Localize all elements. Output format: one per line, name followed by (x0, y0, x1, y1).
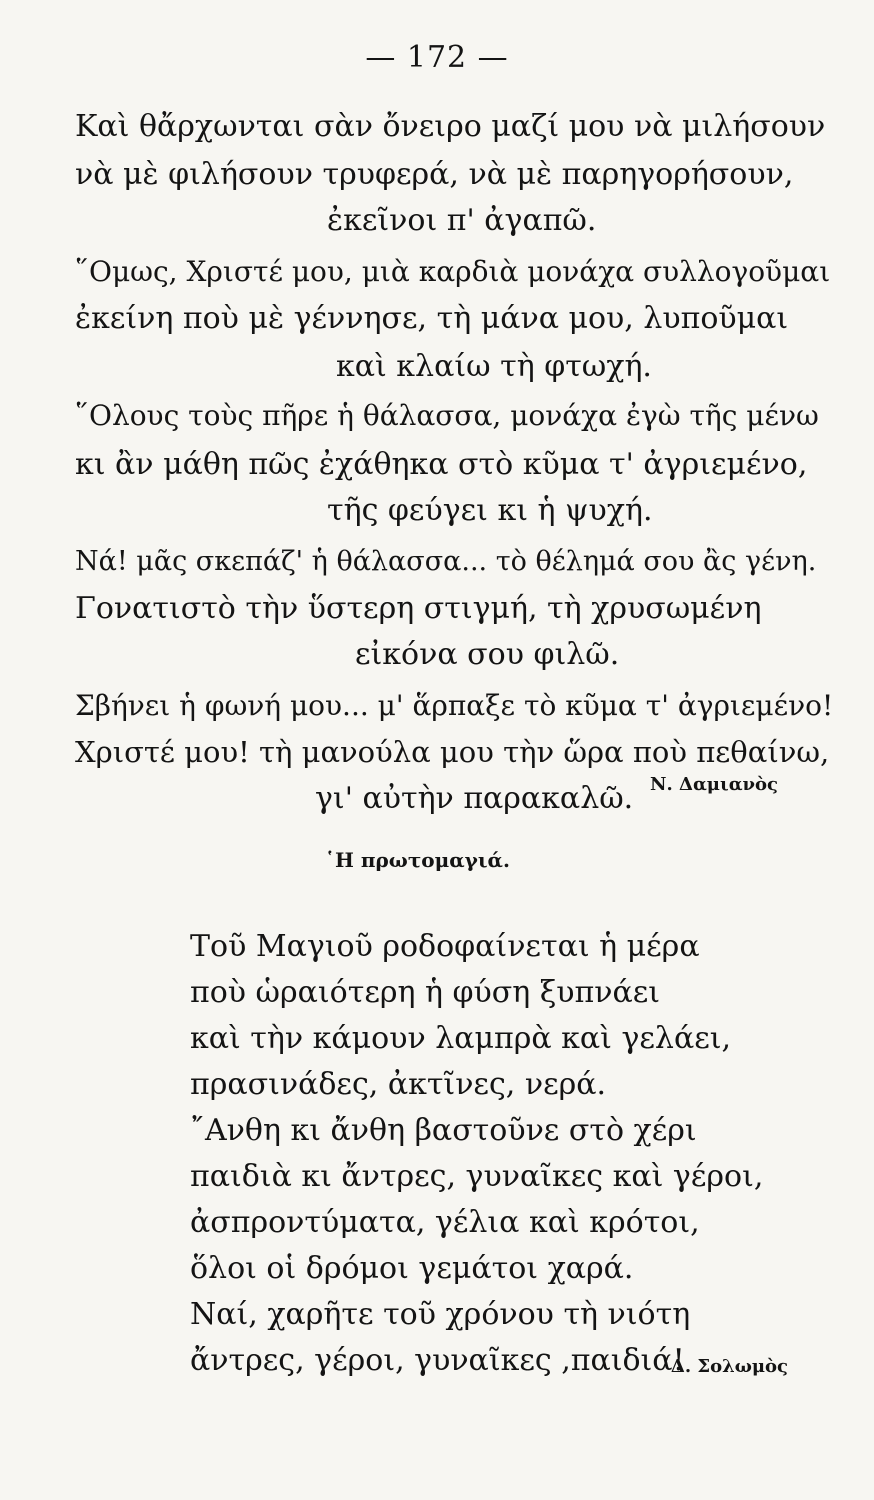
poem2-line: Ναί, χαρῆτε τοῦ χρόνου τὴ νιότη (190, 1297, 691, 1332)
poem1-line: Χριστέ μου! τὴ μανούλα μου τὴν ὥρα ποὺ πεθαίνω, (75, 735, 830, 769)
poem1-line: Νά! μᾶς σκεπάζ' ἡ θάλασσα... τὸ θέλημά σου ἂς γένη. (75, 546, 817, 577)
poem2-line: ὅλοι οἱ δρόμοι γεμάτοι χαρά. (190, 1251, 634, 1286)
poem2-line: καὶ τὴν κάμουν λαμπρὰ καὶ γελάει, (190, 1021, 732, 1056)
poem1-line: νὰ μὲ φιλήσουν τρυφερά, νὰ μὲ παρηγορήσουν, (75, 157, 794, 192)
poem2-line: ἀσπροντύματα, γέλια καὶ κρότοι, (190, 1205, 700, 1240)
poem1-line: ῞Ομως, Χριστέ μου, μιὰ καρδιὰ μονάχα συλλογοῦμαι (75, 255, 831, 288)
poem1-line: κι ἂν μάθη πῶς ἐχάθηκα στὸ κῦμα τ' ἀγριεμένο, (75, 447, 808, 482)
poem1-line: Σβήνει ἡ φωνή μου... μ' ἅρπαξε τὸ κῦμα τ' ἀγριεμένο! (75, 689, 834, 722)
poem1-line: ῞Ολους τοὺς πῆρε ἡ θάλασσα, μονάχα ἐγὼ τῆς μένω (75, 399, 819, 432)
poem2-line: ἄντρες, γέροι, γυναῖκες ,παιδιά! (190, 1343, 685, 1378)
poem1-line: γι' αὐτὴν παρακαλῶ. (315, 781, 634, 816)
poem2-line: ποὺ ὡραιότερη ἡ φύση ξυπνάει (190, 975, 661, 1010)
poem1-line: καὶ κλαίω τὴ φτωχή. (336, 349, 652, 384)
poem2-signature: Δ. Σολωμὸς (670, 1356, 788, 1377)
poem2-line: Τοῦ Μαγιοῦ ροδοφαίνεται ἡ μέρα (190, 929, 700, 964)
poem1-line: εἰκόνα σου φιλῶ. (355, 637, 620, 672)
poem1-line: Καὶ θἄρχωνται σὰν ὄνειρο μαζί μου νὰ μιλήσουν (75, 109, 826, 144)
poem2-line: ῎Ανθη κι ἄνθη βαστοῦνε στὸ χέρι (190, 1113, 697, 1148)
poem2-line: πρασινάδες, ἀκτῖνες, νερά. (190, 1067, 607, 1102)
poem2-title: ῾Η πρωτομαγιά. (325, 848, 510, 872)
page-number: — 172 — (365, 40, 509, 75)
poem1-line: τῆς φεύγει κι ἡ ψυχή. (327, 493, 653, 528)
poem1-line: ἐκείνη ποὺ μὲ γέννησε, τὴ μάνα μου, λυποῦμαι (75, 301, 789, 336)
poem1-line: Γονατιστὸ τὴν ὕστερη στιγμή, τὴ χρυσωμένη (75, 591, 762, 626)
poem2-line: παιδιὰ κι ἄντρες, γυναῖκες καὶ γέροι, (190, 1159, 764, 1194)
poem1-line: ἐκεῖνοι π' ἀγαπῶ. (327, 203, 597, 238)
poem1-signature: Ν. Δαμιανὸς (650, 774, 778, 795)
